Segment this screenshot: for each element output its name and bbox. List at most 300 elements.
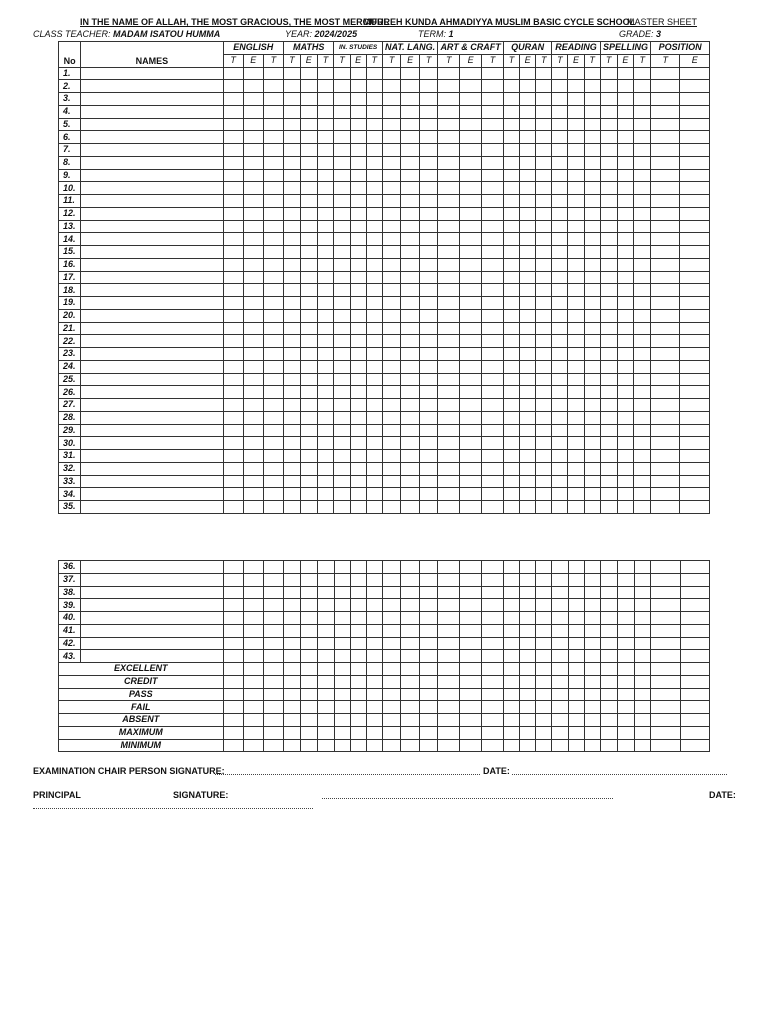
score-cell[interactable]: [366, 624, 382, 637]
score-cell[interactable]: [600, 207, 617, 220]
score-cell[interactable]: [536, 561, 552, 574]
score-cell[interactable]: [300, 348, 317, 361]
score-cell[interactable]: [680, 399, 710, 412]
score-cell[interactable]: [300, 701, 317, 714]
score-cell[interactable]: [520, 195, 536, 208]
score-cell[interactable]: [334, 67, 350, 80]
score-cell[interactable]: [552, 284, 568, 297]
score-cell[interactable]: [334, 169, 350, 182]
score-cell[interactable]: [419, 475, 438, 488]
score-cell[interactable]: [366, 360, 382, 373]
score-cell[interactable]: [243, 739, 263, 752]
score-cell[interactable]: [350, 297, 366, 310]
score-cell[interactable]: [651, 182, 680, 195]
score-cell[interactable]: [584, 144, 600, 157]
score-cell[interactable]: [401, 156, 419, 169]
score-cell[interactable]: [243, 624, 263, 637]
score-cell[interactable]: [536, 386, 552, 399]
score-cell[interactable]: [584, 335, 600, 348]
score-cell[interactable]: [617, 156, 634, 169]
score-cell[interactable]: [568, 726, 584, 739]
score-cell[interactable]: [460, 561, 482, 574]
score-cell[interactable]: [680, 501, 710, 514]
score-cell[interactable]: [401, 726, 420, 739]
score-cell[interactable]: [317, 714, 334, 727]
score-cell[interactable]: [366, 739, 382, 752]
score-cell[interactable]: [634, 131, 651, 144]
score-cell[interactable]: [584, 501, 600, 514]
score-cell[interactable]: [600, 462, 617, 475]
score-cell[interactable]: [482, 399, 504, 412]
score-cell[interactable]: [482, 475, 504, 488]
score-cell[interactable]: [651, 586, 680, 599]
score-cell[interactable]: [438, 309, 460, 322]
score-cell[interactable]: [223, 637, 243, 650]
score-cell[interactable]: [617, 220, 634, 233]
score-cell[interactable]: [617, 105, 634, 118]
score-cell[interactable]: [460, 437, 482, 450]
score-cell[interactable]: [401, 739, 420, 752]
score-cell[interactable]: [263, 624, 283, 637]
score-cell[interactable]: [438, 182, 460, 195]
score-cell[interactable]: [438, 373, 460, 386]
score-cell[interactable]: [419, 663, 438, 676]
score-cell[interactable]: [584, 450, 600, 463]
score-cell[interactable]: [350, 271, 366, 284]
score-cell[interactable]: [366, 411, 382, 424]
score-cell[interactable]: [482, 612, 504, 625]
score-cell[interactable]: [634, 335, 651, 348]
score-cell[interactable]: [460, 246, 482, 259]
score-cell[interactable]: [243, 335, 263, 348]
score-cell[interactable]: [350, 399, 366, 412]
score-cell[interactable]: [401, 309, 419, 322]
score-cell[interactable]: [460, 182, 482, 195]
score-cell[interactable]: [438, 462, 460, 475]
score-cell[interactable]: [401, 144, 419, 157]
score-cell[interactable]: [263, 297, 283, 310]
score-cell[interactable]: [284, 118, 301, 131]
score-cell[interactable]: [263, 612, 283, 625]
score-cell[interactable]: [600, 386, 617, 399]
score-cell[interactable]: [300, 688, 317, 701]
score-cell[interactable]: [300, 450, 317, 463]
score-cell[interactable]: [243, 233, 263, 246]
score-cell[interactable]: [634, 688, 651, 701]
score-cell[interactable]: [366, 561, 382, 574]
score-cell[interactable]: [438, 246, 460, 259]
score-cell[interactable]: [634, 573, 651, 586]
score-cell[interactable]: [552, 118, 568, 131]
score-cell[interactable]: [617, 322, 634, 335]
score-cell[interactable]: [284, 573, 301, 586]
score-cell[interactable]: [520, 675, 536, 688]
score-cell[interactable]: [284, 233, 301, 246]
score-cell[interactable]: [482, 246, 504, 259]
score-cell[interactable]: [634, 586, 651, 599]
score-cell[interactable]: [366, 399, 382, 412]
score-cell[interactable]: [366, 573, 382, 586]
score-cell[interactable]: [300, 726, 317, 739]
score-cell[interactable]: [243, 348, 263, 361]
score-cell[interactable]: [350, 335, 366, 348]
score-cell[interactable]: [536, 335, 552, 348]
score-cell[interactable]: [651, 335, 680, 348]
score-cell[interactable]: [482, 586, 504, 599]
score-cell[interactable]: [634, 207, 651, 220]
score-cell[interactable]: [334, 399, 350, 412]
score-cell[interactable]: [680, 437, 710, 450]
score-cell[interactable]: [401, 322, 419, 335]
score-cell[interactable]: [617, 373, 634, 386]
score-cell[interactable]: [300, 360, 317, 373]
score-cell[interactable]: [284, 297, 301, 310]
score-cell[interactable]: [634, 424, 651, 437]
score-cell[interactable]: [536, 93, 552, 106]
score-cell[interactable]: [317, 411, 334, 424]
score-cell[interactable]: [300, 309, 317, 322]
score-cell[interactable]: [263, 501, 283, 514]
score-cell[interactable]: [680, 67, 710, 80]
student-name-cell[interactable]: [81, 462, 223, 475]
score-cell[interactable]: [317, 373, 334, 386]
score-cell[interactable]: [520, 450, 536, 463]
score-cell[interactable]: [366, 714, 382, 727]
student-name-cell[interactable]: [81, 488, 223, 501]
student-name-cell[interactable]: [81, 360, 223, 373]
score-cell[interactable]: [243, 271, 263, 284]
score-cell[interactable]: [284, 450, 301, 463]
score-cell[interactable]: [552, 650, 568, 663]
score-cell[interactable]: [419, 739, 438, 752]
score-cell[interactable]: [584, 118, 600, 131]
score-cell[interactable]: [300, 675, 317, 688]
score-cell[interactable]: [438, 475, 460, 488]
score-cell[interactable]: [617, 714, 634, 727]
score-cell[interactable]: [382, 284, 400, 297]
score-cell[interactable]: [634, 156, 651, 169]
score-cell[interactable]: [536, 118, 552, 131]
score-cell[interactable]: [263, 599, 283, 612]
score-cell[interactable]: [568, 169, 584, 182]
score-cell[interactable]: [634, 488, 651, 501]
score-cell[interactable]: [520, 561, 536, 574]
score-cell[interactable]: [568, 105, 584, 118]
score-cell[interactable]: [317, 450, 334, 463]
score-cell[interactable]: [317, 624, 334, 637]
score-cell[interactable]: [680, 144, 710, 157]
score-cell[interactable]: [317, 424, 334, 437]
score-cell[interactable]: [651, 80, 680, 93]
score-cell[interactable]: [382, 462, 400, 475]
score-cell[interactable]: [401, 182, 419, 195]
score-cell[interactable]: [284, 586, 301, 599]
score-cell[interactable]: [334, 612, 350, 625]
score-cell[interactable]: [401, 131, 419, 144]
score-cell[interactable]: [460, 284, 482, 297]
score-cell[interactable]: [243, 437, 263, 450]
score-cell[interactable]: [634, 80, 651, 93]
score-cell[interactable]: [600, 105, 617, 118]
score-cell[interactable]: [263, 284, 283, 297]
score-cell[interactable]: [460, 475, 482, 488]
score-cell[interactable]: [568, 156, 584, 169]
score-cell[interactable]: [651, 637, 680, 650]
score-cell[interactable]: [366, 105, 382, 118]
score-cell[interactable]: [634, 561, 651, 574]
score-cell[interactable]: [568, 322, 584, 335]
student-name-cell[interactable]: [81, 156, 223, 169]
score-cell[interactable]: [552, 424, 568, 437]
score-cell[interactable]: [482, 93, 504, 106]
score-cell[interactable]: [419, 650, 438, 663]
score-cell[interactable]: [552, 348, 568, 361]
score-cell[interactable]: [680, 335, 710, 348]
score-cell[interactable]: [401, 373, 419, 386]
score-cell[interactable]: [552, 612, 568, 625]
score-cell[interactable]: [382, 322, 400, 335]
score-cell[interactable]: [503, 182, 519, 195]
score-cell[interactable]: [263, 335, 283, 348]
score-cell[interactable]: [520, 67, 536, 80]
score-cell[interactable]: [243, 246, 263, 259]
score-cell[interactable]: [284, 207, 301, 220]
score-cell[interactable]: [438, 156, 460, 169]
score-cell[interactable]: [350, 701, 366, 714]
score-cell[interactable]: [366, 348, 382, 361]
score-cell[interactable]: [536, 663, 552, 676]
score-cell[interactable]: [460, 373, 482, 386]
score-cell[interactable]: [520, 488, 536, 501]
score-cell[interactable]: [536, 586, 552, 599]
score-cell[interactable]: [634, 258, 651, 271]
score-cell[interactable]: [520, 573, 536, 586]
score-cell[interactable]: [503, 360, 519, 373]
score-cell[interactable]: [460, 637, 482, 650]
score-cell[interactable]: [223, 501, 243, 514]
score-cell[interactable]: [350, 599, 366, 612]
score-cell[interactable]: [401, 335, 419, 348]
score-cell[interactable]: [401, 207, 419, 220]
score-cell[interactable]: [680, 373, 710, 386]
score-cell[interactable]: [263, 411, 283, 424]
score-cell[interactable]: [438, 599, 460, 612]
score-cell[interactable]: [223, 131, 243, 144]
score-cell[interactable]: [651, 650, 680, 663]
score-cell[interactable]: [284, 663, 301, 676]
score-cell[interactable]: [223, 437, 243, 450]
score-cell[interactable]: [334, 675, 350, 688]
student-name-cell[interactable]: [81, 424, 223, 437]
score-cell[interactable]: [552, 258, 568, 271]
score-cell[interactable]: [482, 144, 504, 157]
score-cell[interactable]: [617, 586, 634, 599]
score-cell[interactable]: [350, 182, 366, 195]
score-cell[interactable]: [334, 624, 350, 637]
score-cell[interactable]: [600, 411, 617, 424]
score-cell[interactable]: [634, 739, 651, 752]
score-cell[interactable]: [503, 195, 519, 208]
score-cell[interactable]: [366, 701, 382, 714]
score-cell[interactable]: [419, 297, 438, 310]
score-cell[interactable]: [600, 348, 617, 361]
score-cell[interactable]: [223, 675, 243, 688]
score-cell[interactable]: [401, 348, 419, 361]
score-cell[interactable]: [382, 195, 400, 208]
score-cell[interactable]: [382, 688, 401, 701]
score-cell[interactable]: [520, 144, 536, 157]
student-name-cell[interactable]: [81, 450, 223, 463]
student-name-cell[interactable]: [81, 501, 223, 514]
score-cell[interactable]: [503, 80, 519, 93]
score-cell[interactable]: [536, 144, 552, 157]
score-cell[interactable]: [284, 424, 301, 437]
score-cell[interactable]: [350, 612, 366, 625]
score-cell[interactable]: [651, 246, 680, 259]
score-cell[interactable]: [552, 663, 568, 676]
score-cell[interactable]: [366, 599, 382, 612]
score-cell[interactable]: [600, 144, 617, 157]
score-cell[interactable]: [284, 373, 301, 386]
score-cell[interactable]: [263, 360, 283, 373]
score-cell[interactable]: [651, 144, 680, 157]
score-cell[interactable]: [584, 399, 600, 412]
score-cell[interactable]: [401, 105, 419, 118]
score-cell[interactable]: [552, 144, 568, 157]
score-cell[interactable]: [350, 246, 366, 259]
score-cell[interactable]: [503, 169, 519, 182]
score-cell[interactable]: [243, 612, 263, 625]
score-cell[interactable]: [263, 386, 283, 399]
score-cell[interactable]: [552, 675, 568, 688]
score-cell[interactable]: [300, 399, 317, 412]
score-cell[interactable]: [223, 207, 243, 220]
score-cell[interactable]: [366, 169, 382, 182]
score-cell[interactable]: [680, 284, 710, 297]
score-cell[interactable]: [504, 599, 520, 612]
score-cell[interactable]: [350, 475, 366, 488]
score-cell[interactable]: [263, 233, 283, 246]
score-cell[interactable]: [284, 739, 301, 752]
score-cell[interactable]: [460, 701, 482, 714]
score-cell[interactable]: [263, 488, 283, 501]
score-cell[interactable]: [382, 586, 401, 599]
score-cell[interactable]: [584, 726, 600, 739]
score-cell[interactable]: [382, 424, 400, 437]
score-cell[interactable]: [243, 386, 263, 399]
score-cell[interactable]: [438, 348, 460, 361]
score-cell[interactable]: [401, 450, 419, 463]
score-cell[interactable]: [552, 93, 568, 106]
score-cell[interactable]: [401, 284, 419, 297]
score-cell[interactable]: [300, 599, 317, 612]
score-cell[interactable]: [300, 67, 317, 80]
score-cell[interactable]: [284, 195, 301, 208]
student-name-cell[interactable]: [81, 373, 223, 386]
student-name-cell[interactable]: [81, 144, 223, 157]
score-cell[interactable]: [600, 67, 617, 80]
score-cell[interactable]: [584, 599, 600, 612]
score-cell[interactable]: [460, 207, 482, 220]
score-cell[interactable]: [334, 424, 350, 437]
score-cell[interactable]: [243, 488, 263, 501]
score-cell[interactable]: [243, 450, 263, 463]
score-cell[interactable]: [460, 399, 482, 412]
score-cell[interactable]: [552, 462, 568, 475]
score-cell[interactable]: [223, 322, 243, 335]
score-cell[interactable]: [600, 233, 617, 246]
score-cell[interactable]: [552, 131, 568, 144]
score-cell[interactable]: [263, 258, 283, 271]
score-cell[interactable]: [350, 93, 366, 106]
score-cell[interactable]: [482, 637, 504, 650]
score-cell[interactable]: [223, 246, 243, 259]
score-cell[interactable]: [223, 220, 243, 233]
score-cell[interactable]: [284, 437, 301, 450]
score-cell[interactable]: [680, 488, 710, 501]
score-cell[interactable]: [438, 586, 460, 599]
score-cell[interactable]: [634, 309, 651, 322]
score-cell[interactable]: [317, 386, 334, 399]
score-cell[interactable]: [382, 573, 401, 586]
score-cell[interactable]: [520, 373, 536, 386]
score-cell[interactable]: [243, 105, 263, 118]
score-cell[interactable]: [243, 156, 263, 169]
score-cell[interactable]: [243, 297, 263, 310]
score-cell[interactable]: [382, 220, 400, 233]
score-cell[interactable]: [350, 437, 366, 450]
score-cell[interactable]: [401, 624, 420, 637]
score-cell[interactable]: [401, 360, 419, 373]
score-cell[interactable]: [584, 424, 600, 437]
score-cell[interactable]: [223, 411, 243, 424]
score-cell[interactable]: [263, 373, 283, 386]
score-cell[interactable]: [419, 309, 438, 322]
score-cell[interactable]: [419, 411, 438, 424]
score-cell[interactable]: [503, 322, 519, 335]
score-cell[interactable]: [401, 573, 420, 586]
score-cell[interactable]: [223, 182, 243, 195]
score-cell[interactable]: [503, 462, 519, 475]
score-cell[interactable]: [317, 501, 334, 514]
score-cell[interactable]: [438, 297, 460, 310]
score-cell[interactable]: [617, 726, 634, 739]
score-cell[interactable]: [300, 488, 317, 501]
score-cell[interactable]: [536, 688, 552, 701]
score-cell[interactable]: [366, 675, 382, 688]
score-cell[interactable]: [300, 586, 317, 599]
score-cell[interactable]: [382, 348, 400, 361]
score-cell[interactable]: [600, 156, 617, 169]
score-cell[interactable]: [552, 335, 568, 348]
score-cell[interactable]: [680, 599, 709, 612]
score-cell[interactable]: [382, 675, 401, 688]
score-cell[interactable]: [350, 144, 366, 157]
score-cell[interactable]: [263, 701, 283, 714]
score-cell[interactable]: [460, 335, 482, 348]
score-cell[interactable]: [600, 309, 617, 322]
score-cell[interactable]: [651, 93, 680, 106]
score-cell[interactable]: [568, 714, 584, 727]
score-cell[interactable]: [223, 624, 243, 637]
score-cell[interactable]: [438, 169, 460, 182]
score-cell[interactable]: [382, 80, 400, 93]
score-cell[interactable]: [243, 501, 263, 514]
score-cell[interactable]: [600, 475, 617, 488]
score-cell[interactable]: [263, 650, 283, 663]
score-cell[interactable]: [223, 93, 243, 106]
score-cell[interactable]: [536, 501, 552, 514]
